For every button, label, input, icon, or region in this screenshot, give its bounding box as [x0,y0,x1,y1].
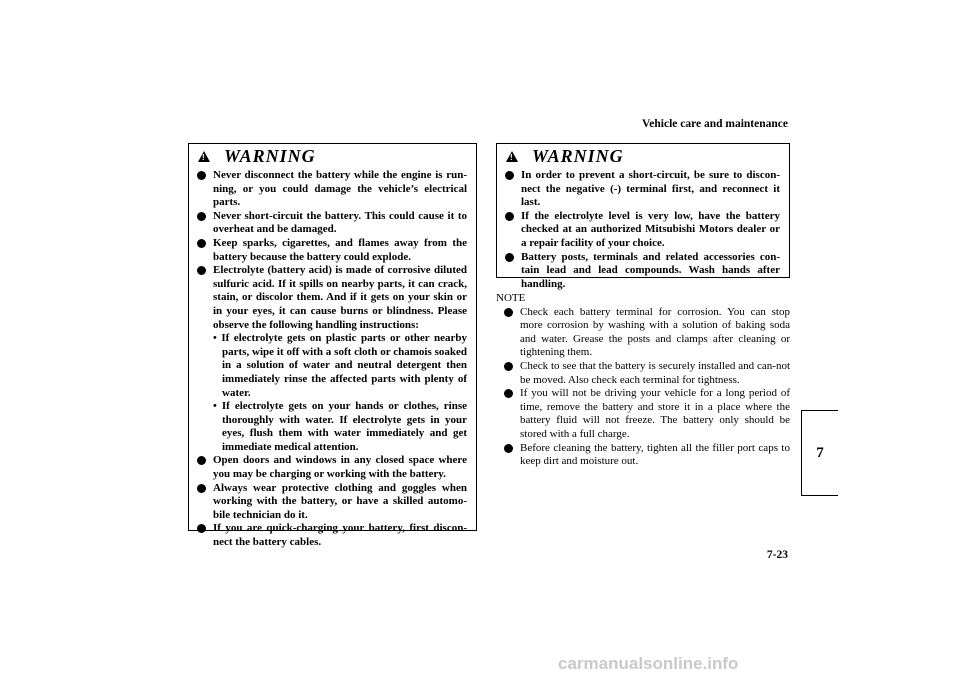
watermark: carmanualsonline.info [558,654,739,673]
warning-item: Battery posts, terminals and related accessories con-tain lead and lead compounds. Wash hands after handling. [521,250,780,290]
warning-box-terminals [496,143,790,290]
warning-list [521,169,780,291]
warning-item: In order to prevent a short-circuit, be sure to discon-nect the negative (-) terminal first, and reconnect it last. [521,169,780,209]
warning-item: Open doors and windows in any closed space where you may be charging or working with the battery. [213,454,467,481]
page-number: 7-23 [766,549,788,561]
note-label: NOTE [496,292,526,304]
warning-item: Never short-circuit the battery. This could cause it to overheat and be damaged. [213,209,467,236]
note-item: Check each battery terminal for corrosion. You can stop more corrosion by washing with a solution of baking soda and water. Grease the posts and clamps after cleaning or tightening them. [520,305,790,359]
warning-label: WARNING [532,146,624,166]
warning-subitem: • If electrolyte gets on your hands or clothes, rinse thoroughly with water. If electrolyte gets in your eyes, flush them with water immediately and get immediate medical attention. [213,400,467,453]
warning-list [213,169,467,550]
warning-item: Never disconnect the battery while the engine is run-ning, or you could damage the vehicle’s electrical parts. [213,169,467,209]
warning-item: If you are quick-charging your battery, first discon-nect the battery cables. [213,522,467,549]
warning-item: If the electrolyte level is very low, have the battery checked at an authorized Mitsubishi Motors dealer or a repair facility of your choice. [521,209,780,249]
note-item: If you will not be driving your vehicle for a long period of time, remove the battery and store it in a place where the battery fluid will not freeze. The battery only should be stored with a full charge. [520,387,790,440]
note-list [496,306,790,469]
warning-label: WARNING [224,146,316,166]
note-section [496,292,790,469]
warning-title [198,144,467,169]
warning-triangle-icon [506,151,518,162]
warning-triangle-icon [198,151,210,162]
warning-item: Always wear protective clothing and goggles when working with the battery, or have a skilled automo-bile technician do it. [213,481,467,521]
warning-box-battery-handling [188,143,477,549]
warning-item: Keep sparks, cigarettes, and flames away from the battery because the battery could explode. [213,236,467,263]
warning-item [213,264,467,454]
warning-title [506,144,780,169]
note-item: Before cleaning the battery, tighten all the filler port caps to keep dirt and moisture out. [520,441,790,468]
warning-item-text: Electrolyte (battery acid) is made of corrosive diluted sulfuric acid. If it spills on nearby parts, it can crack, stain, or discolor them. And if it gets on your skin or in your eyes, it can cause burns or blindness. Please observe the following handling instructions: [213,264,467,331]
warning-subitem: • If electrolyte gets on plastic parts or other nearby parts, wipe it off with a soft cloth or chamois soaked in a solution of water and neutral detergent then immediately rinse the affected parts with plenty of water. [213,332,467,399]
section-header: Vehicle care and maintenance [642,118,788,130]
chapter-tab: 7 [801,410,838,496]
note-item: Check to see that the battery is securely installed and can-not be moved. Also check each terminal for tightness. [520,359,790,386]
